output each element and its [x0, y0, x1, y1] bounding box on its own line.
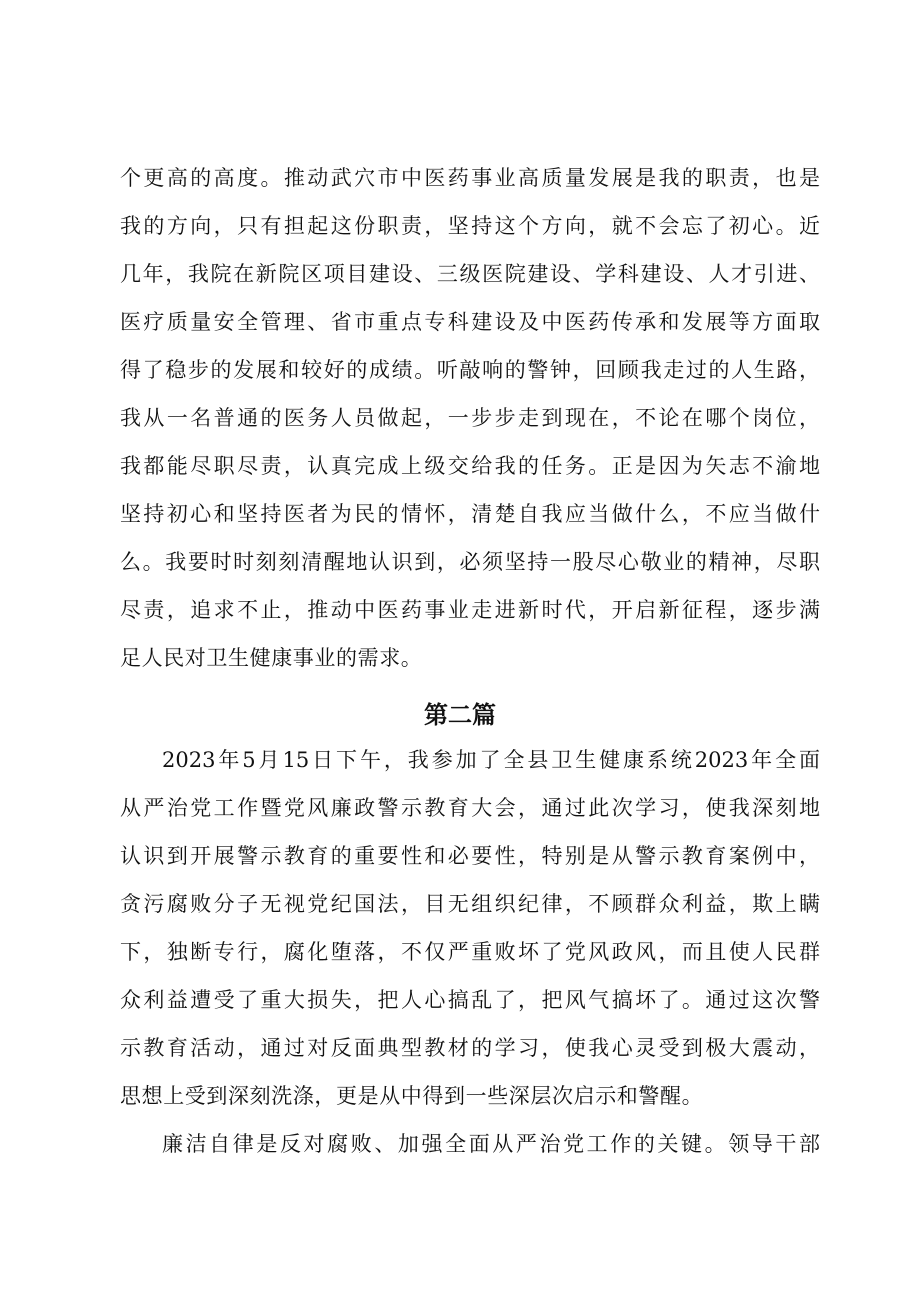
text-line: 2023年5月15日下午，我参加了全县卫生健康系统2023年全面	[162, 748, 820, 772]
text-line: 坚持初心和坚持医者为民的情怀，清楚自我应当做什么，不应当做什	[120, 502, 820, 526]
text-line: 认识到开展警示教育的重要性和必要性，特别是从警示教育案例中，	[120, 844, 820, 868]
text-line: 得了稳步的发展和较好的成绩。听敲响的警钟，回顾我走过的人生路，	[120, 358, 820, 382]
text-line: 医疗质量安全管理、省市重点专科建设及中医药传承和发展等方面取	[120, 310, 820, 334]
text-line: 我从一名普通的医务人员做起，一步步走到现在，不论在哪个岗位，	[120, 406, 820, 430]
text-line: 足人民对卫生健康事业的需求。	[120, 646, 423, 670]
text-line: 尽责，追求不止，推动中医药事业走进新时代，开启新征程，逐步满	[120, 598, 820, 622]
text-line: 个更高的高度。推动武穴市中医药事业高质量发展是我的职责，也是	[120, 166, 820, 190]
text-line: 思想上受到深刻洗涤，更是从中得到一些深层次启示和警醒。	[120, 1084, 704, 1108]
section-heading: 第二篇	[424, 701, 496, 729]
text-line: 从严治党工作暨党风廉政警示教育大会，通过此次学习，使我深刻地	[120, 796, 820, 820]
text-line: 众利益遭受了重大损失，把人心搞乱了，把风气搞坏了。通过这次警	[120, 988, 820, 1012]
text-line: 廉洁自律是反对腐败、加强全面从严治党工作的关键。领导干部	[162, 1132, 820, 1156]
text-line: 贪污腐败分子无视党纪国法，目无组织纪律，不顾群众利益，欺上瞒	[120, 892, 820, 916]
text-line: 我的方向，只有担起这份职责，坚持这个方向，就不会忘了初心。近	[120, 214, 820, 238]
text-line: 我都能尽职尽责，认真完成上级交给我的任务。正是因为矢志不渝地	[120, 454, 820, 478]
text-line: 示教育活动，通过对反面典型教材的学习，使我心灵受到极大震动，	[120, 1036, 820, 1060]
text-line: 几年，我院在新院区项目建设、三级医院建设、学科建设、人才引进、	[120, 262, 820, 286]
text-line: 下，独断专行，腐化堕落，不仅严重败坏了党风政风，而且使人民群	[120, 940, 820, 964]
text-line: 么。我要时时刻刻清醒地认识到，必须坚持一股尽心敬业的精神，尽职	[120, 550, 820, 574]
